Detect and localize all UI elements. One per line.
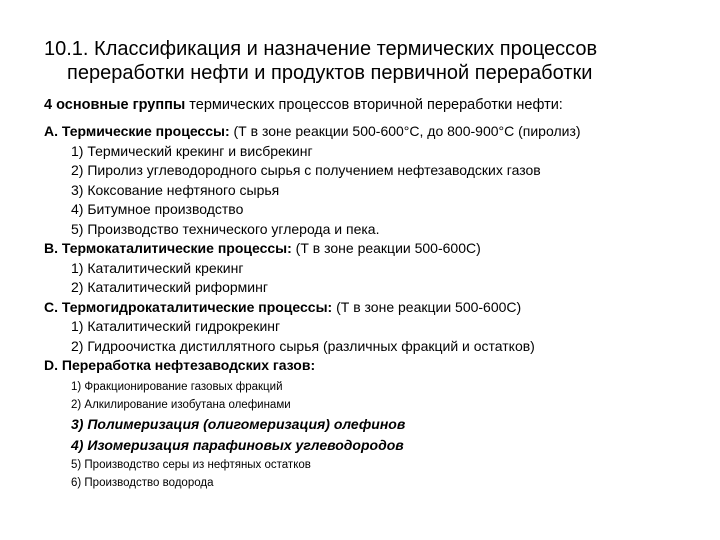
group-a-item-1: 1) Термический крекинг и висбрекинг: [71, 142, 313, 159]
group-c-item-2: 2) Гидроочистка дистиллятного сырья (различных фракций и остатков): [71, 337, 535, 354]
group-a-note: (Т в зоне реакции 500-600°С, до 800-900°С (пиролиз): [229, 123, 581, 139]
group-d-item-2: 2) Алкилирование изобутана олефинами: [71, 398, 291, 411]
group-d-item-3: 3) Полимеризация (олигомеризация) олефинов: [71, 415, 406, 432]
group-a-item-4: 4) Битумное производство: [71, 201, 244, 217]
subtitle-bold: 4 основные группы: [44, 97, 186, 113]
title-line-2: переработки нефти и продуктов первичной переработки: [67, 62, 593, 84]
slide-title: [44, 37, 694, 85]
group-c-item-1: 1) Каталитический гидрокрекинг: [71, 318, 281, 334]
group-d-item-1: 1) Фракционирование газовых фракций: [71, 380, 283, 393]
group-d-item-4: 4) Изомеризация парафиновых углеводородов: [71, 436, 404, 453]
subtitle: [44, 96, 563, 114]
group-a-heading: [44, 122, 704, 142]
group-a-item-2: 2) Пиролиз углеводородного сырья с получением нефтезаводских газов: [71, 162, 541, 178]
group-b-heading: [44, 239, 704, 259]
group-c-title: С. Термогидрокаталитические процессы:: [44, 298, 333, 315]
subtitle-rest: термических процессов вторичной переработки нефти:: [185, 97, 563, 113]
group-c-note: (Т в зоне реакции 500-600С): [332, 298, 522, 315]
group-b-item-2: 2) Каталитический риформинг: [71, 279, 268, 295]
groups-list: [44, 122, 704, 492]
group-a-item-5: 5) Производство технического углерода и пека.: [71, 220, 380, 237]
group-c-heading: [44, 298, 704, 318]
group-a-title: А. Термические процессы:: [44, 123, 230, 139]
group-d-heading: [44, 356, 704, 376]
group-a-item-3: 3) Коксование нефтяного сырья: [71, 181, 280, 198]
group-d-title: D. Переработка нефтезаводских газов:: [44, 357, 316, 373]
title-line-1: 10.1. Классификация и назначение термических процессов: [44, 38, 598, 60]
group-b-note: (Т в зоне реакции 500-600С): [291, 240, 481, 256]
group-b-title: В. Термокаталитические процессы:: [44, 240, 292, 256]
group-d-item-6: 6) Производство водорода: [71, 476, 214, 489]
group-d-item-5: 5) Производство серы из нефтяных остатков: [71, 458, 311, 471]
group-b-item-1: 1) Каталитический крекинг: [71, 259, 244, 276]
